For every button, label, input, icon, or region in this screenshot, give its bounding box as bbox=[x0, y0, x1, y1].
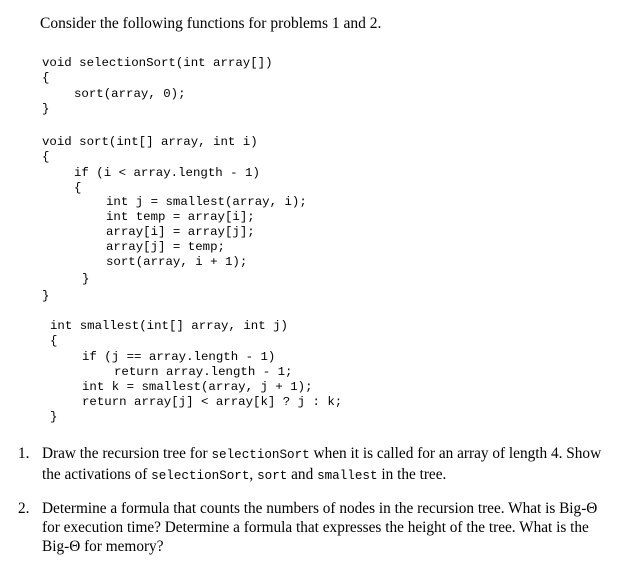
code-line: array[i] = array[j]; bbox=[106, 225, 255, 239]
code-term: sort bbox=[257, 469, 288, 483]
code-line: int k = smallest(array, j + 1); bbox=[82, 380, 313, 394]
code-line: { bbox=[50, 334, 58, 348]
question-text: Determine a formula that counts the numbers of nodes in the recursion tree. What is Big-Θ for execution time? Determine a formula that expresses the height of the tree. What is the Big-Θ for memory? bbox=[42, 500, 598, 555]
code-line: } bbox=[42, 102, 50, 116]
code-line: if (j == array.length - 1) bbox=[82, 350, 276, 364]
code-line: return array.length - 1; bbox=[114, 365, 293, 379]
code-line: if (i < array.length - 1) bbox=[74, 166, 260, 180]
question-list bbox=[18, 444, 608, 569]
question-text bbox=[42, 444, 608, 486]
code-line: return array[j] < array[k] ? j : k; bbox=[82, 395, 343, 409]
question-number: 1. bbox=[18, 445, 30, 462]
question-number: 2. bbox=[18, 500, 30, 517]
code-line: int temp = array[i]; bbox=[106, 210, 255, 224]
question-item bbox=[18, 499, 608, 556]
code-term: smallest bbox=[317, 469, 378, 483]
code-line: void sort(int[] array, int i) bbox=[42, 135, 258, 149]
code-line: array[j] = temp; bbox=[106, 240, 225, 254]
intro-text: Consider the following functions for problems 1 and 2. bbox=[40, 15, 382, 32]
code-line: void selectionSort(int array[]) bbox=[42, 56, 273, 70]
question-text-segment: in the tree. bbox=[377, 466, 447, 483]
question-item bbox=[18, 444, 608, 486]
code-line: int smallest(int[] array, int j) bbox=[50, 319, 288, 333]
code-line: } bbox=[82, 272, 90, 286]
question-text-segment: when it is called for an array of length 4. Show the activations of bbox=[42, 445, 602, 483]
question-text-segment: Draw the recursion tree for bbox=[42, 445, 212, 462]
code-line: { bbox=[42, 71, 50, 85]
code-line: int j = smallest(array, i); bbox=[106, 195, 307, 209]
code-line: { bbox=[42, 150, 50, 164]
question-text-segment: , bbox=[249, 466, 258, 483]
code-line: } bbox=[42, 289, 50, 303]
code-line: sort(array, i + 1); bbox=[106, 255, 248, 269]
code-term: selectionSort bbox=[211, 448, 310, 462]
code-term: selectionSort bbox=[151, 469, 250, 483]
code-line: } bbox=[50, 410, 58, 424]
code-line: sort(array, 0); bbox=[74, 87, 186, 101]
code-line: { bbox=[74, 181, 82, 195]
question-text-segment: and bbox=[287, 466, 318, 483]
